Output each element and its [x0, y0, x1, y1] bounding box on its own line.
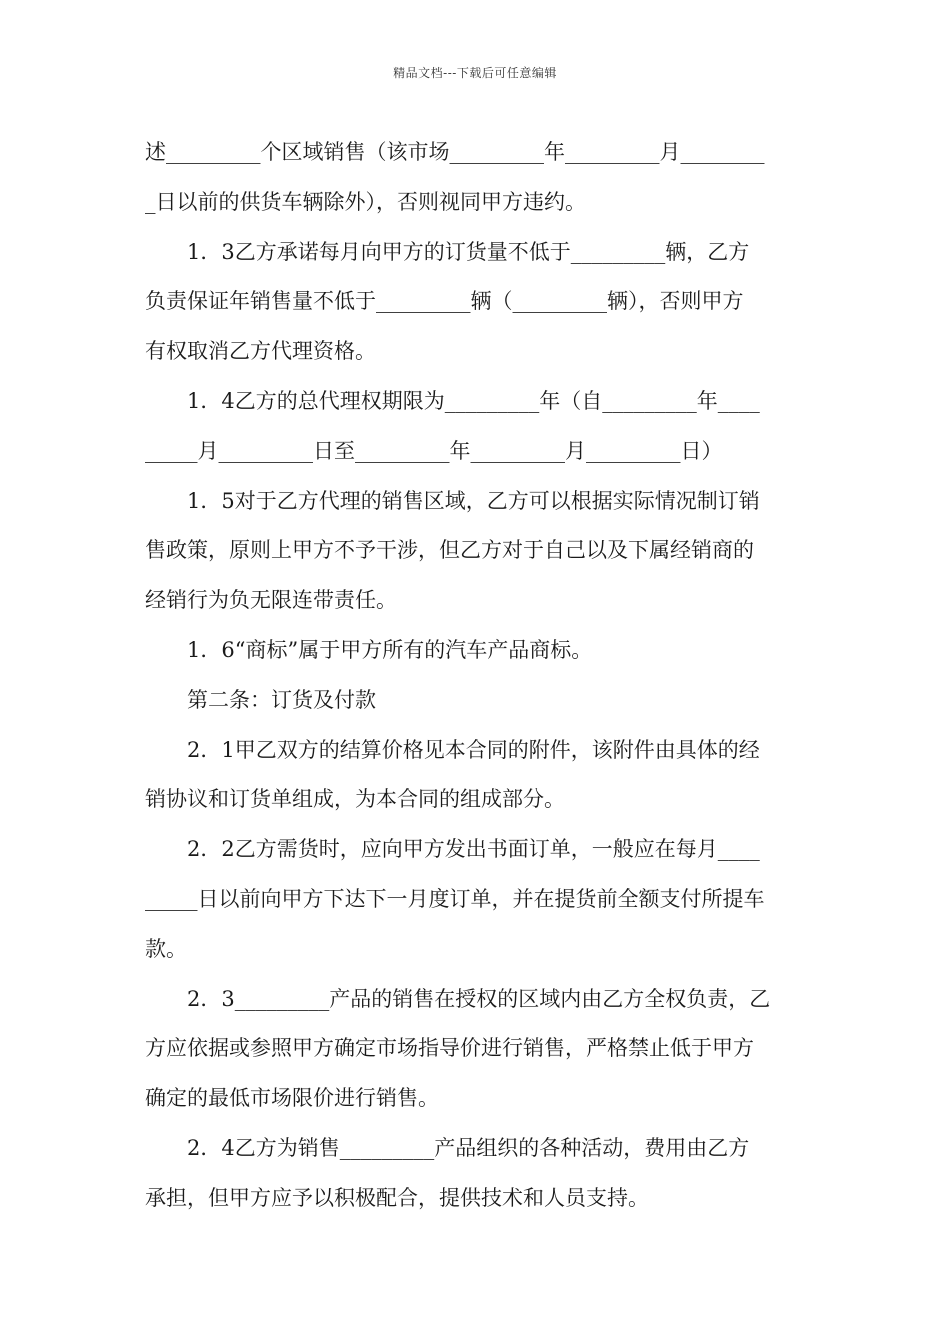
paragraph-1-2-continued: [145, 128, 807, 228]
text-line: 述_________个区域销售（该市场_________年_________月________: [145, 140, 765, 164]
paragraph-2-3: [145, 975, 807, 1124]
text-line: 1．3乙方承诺每月向甲方的订货量不低于_________辆，乙方: [187, 239, 750, 264]
paragraph-1-4: [145, 377, 807, 477]
paragraph-1-3: [145, 228, 807, 377]
paragraph-2-1: [145, 726, 807, 826]
paragraph-1-6: [145, 626, 807, 676]
text-line: 方应依据或参照甲方确定市场指导价进行销售，严格禁止低于甲方: [145, 1036, 754, 1061]
text-line: 1．4乙方的总代理权期限为_________年（自_________年____: [187, 388, 760, 413]
text-line: 负责保证年销售量不低于_________辆（_________辆），否则甲方: [145, 289, 744, 314]
text-line: 2．3_________产品的销售在授权的区域内由乙方全权负责，乙: [187, 986, 771, 1011]
text-line: 1．5对于乙方代理的销售区域，乙方可以根据实际情况制订销: [187, 488, 760, 513]
paragraph-2-2: [145, 825, 807, 974]
text-line: 1．6“商标”属于甲方所有的汽车产品商标。: [187, 637, 593, 662]
text-line: _____月_________日至_________年_________月_________日）: [145, 438, 723, 463]
paragraph-1-5: [145, 477, 807, 626]
text-line: 经销行为负无限连带责任。: [145, 588, 397, 613]
text-line: 2．4乙方为销售_________产品组织的各种活动，费用由乙方: [187, 1135, 750, 1160]
text-line: 2．1甲乙双方的结算价格见本合同的附件，该附件由具体的经: [187, 737, 760, 762]
section-heading-article-2: [145, 676, 807, 726]
text-line: 售政策，原则上甲方不予干涉，但乙方对于自己以及下属经销商的: [145, 538, 754, 563]
text-line: 确定的最低市场限价进行销售。: [145, 1086, 439, 1111]
text-line: 销协议和订货单组成，为本合同的组成部分。: [145, 787, 565, 812]
paragraph-2-4: [145, 1124, 807, 1224]
text-line: _日以前的供货车辆除外），否则视同甲方违约。: [145, 189, 586, 214]
document-body: [145, 128, 807, 1224]
text-line: _____日以前向甲方下达下一月度订单，并在提货前全额支付所提车: [145, 886, 765, 911]
section-heading: 第二条：订货及付款: [187, 687, 376, 712]
page-header: 精品文档---下载后可任意编辑: [393, 66, 557, 80]
text-line: 有权取消乙方代理资格。: [145, 339, 376, 364]
text-line: 2．2乙方需货时，应向甲方发出书面订单，一般应在每月____: [187, 837, 760, 862]
text-line: 承担，但甲方应予以积极配合，提供技术和人员支持。: [145, 1185, 649, 1210]
text-line: 款。: [145, 936, 187, 961]
